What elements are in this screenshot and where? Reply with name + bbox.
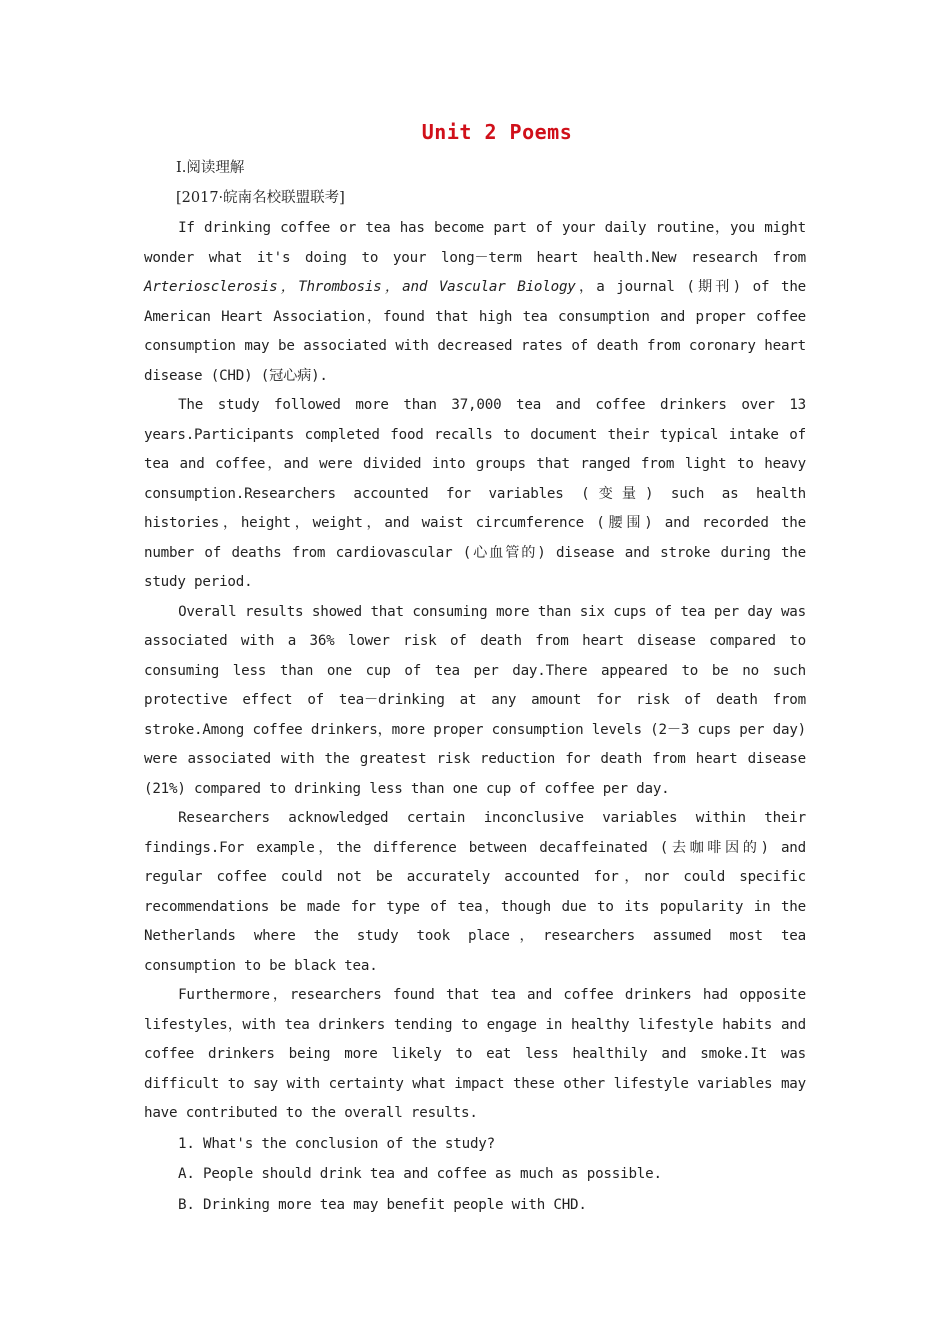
page-title: Unit 2 Poems bbox=[421, 120, 573, 144]
section-heading: Ⅰ.阅读理解 bbox=[176, 160, 245, 176]
paragraph-2: The study followed more than 37,000 tea and coffee drinkers over 13 years.Participants completed food recalls to document their typical intake of tea and coffee，and were divided into groups that ranged from light to heavy consumption.Researchers accounted for variables (变量) such as health histories，height，weight，and waist circumference (腰围) and recorded the number of deaths from cardiovascular (心血管的) disease and stroke during the study period. bbox=[144, 397, 806, 590]
source-label: [2017·皖南名校联盟联考] bbox=[176, 190, 345, 206]
reading-passage bbox=[144, 214, 806, 1221]
journal-title: Arteriosclerosis，Thrombosis，and Vascular Biology bbox=[144, 279, 576, 295]
paragraph-1 bbox=[144, 214, 806, 391]
paragraph-1-text-b: ，a journal (期刊) of the American Heart Association，found that high tea consumption and proper coffee consumption may be associated with decreased rates of death from coronary heart disease (CHD) (冠心病). bbox=[144, 279, 807, 384]
question-1-stem: 1. What's the conclusion of the study? bbox=[178, 1135, 495, 1152]
paragraph-1-text-a: If drinking coffee or tea has become part of your daily routine，you might wonder what it's doing to your long－term heart health.New research from bbox=[144, 220, 806, 266]
paragraph-4: Researchers acknowledged certain inconclusive variables within their findings.For example，the difference between decaffeinated (去咖啡因的) and regular coffee could not be accurately accounted for，nor could specific recommendations be made for type of tea，though due to its popularity in the Netherlands where the study took place，researchers assumed most tea consumption to be black tea. bbox=[144, 810, 806, 974]
paragraph-3: Overall results showed that consuming more than six cups of tea per day was associated with a 36% lower risk of death from heart disease compared to consuming less than one cup of tea per day.There appeared to be no such protective effect of tea－drinking at any amount for risk of death from stroke.Among coffee drinkers，more proper consumption levels (2－3 cups per day) were associated with the greatest risk reduction for death from heart disease (21%) compared to drinking less than one cup of coffee per day. bbox=[144, 603, 806, 797]
paragraph-5: Furthermore，researchers found that tea and coffee drinkers had opposite lifestyles，with tea drinkers tending to engage in healthy lifestyle habits and coffee drinkers being more likely to eat less healthily and smoke.It was difficult to say with certainty what impact these other lifestyle variables may have contributed to the overall results. bbox=[144, 987, 806, 1121]
question-1-option-a: A. People should drink tea and coffee as much as possible. bbox=[178, 1166, 662, 1183]
question-1-option-b: B. Drinking more tea may benefit people with CHD. bbox=[178, 1197, 587, 1214]
